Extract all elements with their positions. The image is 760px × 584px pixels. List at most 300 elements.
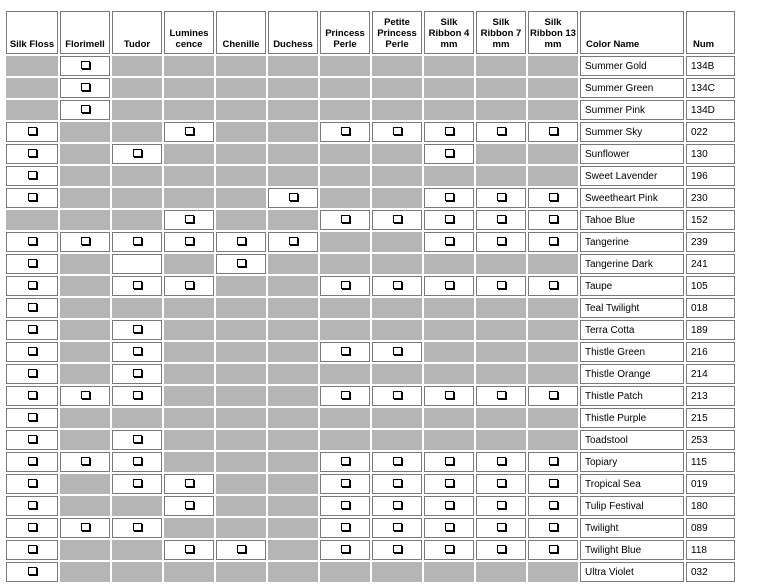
checkbox-icon[interactable] bbox=[445, 545, 454, 553]
color-name-cell: Sunflower bbox=[580, 144, 684, 164]
color-name-cell: Summer Pink bbox=[580, 100, 684, 120]
unavailable-cell bbox=[528, 144, 578, 164]
checkbox-icon[interactable] bbox=[185, 545, 194, 553]
unavailable-cell bbox=[112, 496, 162, 516]
available-cell bbox=[6, 144, 58, 164]
checkbox-icon[interactable] bbox=[185, 237, 194, 245]
table-row bbox=[6, 408, 735, 428]
unavailable-cell bbox=[268, 144, 318, 164]
available-cell bbox=[6, 166, 58, 186]
checkbox-icon[interactable] bbox=[133, 391, 142, 399]
unavailable-cell bbox=[424, 320, 474, 340]
checkbox-icon[interactable] bbox=[393, 545, 402, 553]
unavailable-cell bbox=[60, 540, 110, 560]
checkbox-icon[interactable] bbox=[445, 193, 454, 201]
color-num-cell: 018 bbox=[686, 298, 735, 318]
available-cell bbox=[372, 518, 422, 538]
checkbox-icon[interactable] bbox=[445, 281, 454, 289]
available-cell bbox=[164, 210, 214, 230]
available-cell bbox=[476, 122, 526, 142]
checkbox-icon[interactable] bbox=[28, 171, 37, 179]
checkbox-icon[interactable] bbox=[133, 435, 142, 443]
color-num-cell: 239 bbox=[686, 232, 735, 252]
available-cell bbox=[6, 452, 58, 472]
checkbox-icon[interactable] bbox=[497, 127, 506, 135]
available-cell bbox=[372, 122, 422, 142]
table-row bbox=[6, 210, 735, 230]
unavailable-cell bbox=[164, 56, 214, 76]
thread-availability-chart bbox=[4, 9, 737, 584]
checkbox-icon[interactable] bbox=[341, 545, 350, 553]
checkbox-icon[interactable] bbox=[237, 259, 246, 267]
checkbox-icon[interactable] bbox=[28, 523, 37, 531]
available-cell bbox=[216, 540, 266, 560]
checkbox-icon[interactable] bbox=[28, 501, 37, 509]
available-cell bbox=[476, 540, 526, 560]
unavailable-cell bbox=[216, 386, 266, 406]
unavailable-cell bbox=[6, 100, 58, 120]
unavailable-cell bbox=[268, 408, 318, 428]
checkbox-icon[interactable] bbox=[28, 545, 37, 553]
unavailable-cell bbox=[216, 518, 266, 538]
available-cell bbox=[216, 254, 266, 274]
checkbox-icon[interactable] bbox=[289, 237, 298, 245]
available-cell bbox=[528, 276, 578, 296]
available-cell bbox=[424, 540, 474, 560]
checkbox-icon[interactable] bbox=[133, 479, 142, 487]
unavailable-cell bbox=[424, 166, 474, 186]
unavailable-cell bbox=[112, 188, 162, 208]
unavailable-cell bbox=[268, 474, 318, 494]
color-num-cell: 216 bbox=[686, 342, 735, 362]
available-cell bbox=[320, 210, 370, 230]
checkbox-icon[interactable] bbox=[81, 457, 90, 465]
unavailable-cell bbox=[6, 56, 58, 76]
table-row bbox=[6, 56, 735, 76]
checkbox-icon[interactable] bbox=[133, 149, 142, 157]
checkbox-icon[interactable] bbox=[549, 281, 558, 289]
checkbox-icon[interactable] bbox=[237, 545, 246, 553]
color-num-cell: 130 bbox=[686, 144, 735, 164]
available-cell bbox=[60, 100, 110, 120]
available-cell bbox=[164, 540, 214, 560]
color-name-cell: Tangerine Dark bbox=[580, 254, 684, 274]
checkbox-icon[interactable] bbox=[28, 567, 37, 575]
unavailable-cell bbox=[268, 210, 318, 230]
table-row bbox=[6, 144, 735, 164]
checkbox-icon[interactable] bbox=[133, 347, 142, 355]
unavailable-cell bbox=[164, 188, 214, 208]
checkbox-icon[interactable] bbox=[393, 127, 402, 135]
checkbox-icon[interactable] bbox=[393, 391, 402, 399]
unavailable-cell bbox=[424, 430, 474, 450]
available-cell bbox=[112, 342, 162, 362]
unavailable-cell bbox=[320, 144, 370, 164]
available-cell bbox=[528, 188, 578, 208]
unavailable-cell bbox=[216, 210, 266, 230]
unavailable-cell bbox=[6, 210, 58, 230]
color-name-cell: Teal Twilight bbox=[580, 298, 684, 318]
color-num-cell: 230 bbox=[686, 188, 735, 208]
checkbox-icon[interactable] bbox=[185, 281, 194, 289]
checkbox-icon[interactable] bbox=[185, 501, 194, 509]
checkbox-icon[interactable] bbox=[28, 325, 37, 333]
color-name-cell: Thistle Patch bbox=[580, 386, 684, 406]
color-num-cell: 180 bbox=[686, 496, 735, 516]
unavailable-cell bbox=[372, 78, 422, 98]
available-cell bbox=[6, 364, 58, 384]
checkbox-icon[interactable] bbox=[133, 237, 142, 245]
color-name-cell: Terra Cotta bbox=[580, 320, 684, 340]
available-cell bbox=[112, 430, 162, 450]
color-num-cell: 134D bbox=[686, 100, 735, 120]
unavailable-cell bbox=[164, 364, 214, 384]
checkbox-icon[interactable] bbox=[497, 545, 506, 553]
checkbox-icon[interactable] bbox=[28, 457, 37, 465]
checkbox-icon[interactable] bbox=[549, 501, 558, 509]
col-header-color-name: Color Name bbox=[580, 11, 684, 54]
available-cell bbox=[476, 386, 526, 406]
checkbox-icon[interactable] bbox=[28, 127, 37, 135]
color-name-cell: Summer Gold bbox=[580, 56, 684, 76]
table-row bbox=[6, 452, 735, 472]
checkbox-icon[interactable] bbox=[445, 457, 454, 465]
unavailable-cell bbox=[60, 210, 110, 230]
available-cell bbox=[424, 452, 474, 472]
unavailable-cell bbox=[424, 100, 474, 120]
available-cell bbox=[424, 122, 474, 142]
checkbox-icon[interactable] bbox=[549, 545, 558, 553]
unavailable-cell bbox=[112, 562, 162, 582]
color-num-cell: 215 bbox=[686, 408, 735, 428]
available-cell bbox=[424, 144, 474, 164]
unavailable-cell bbox=[60, 166, 110, 186]
checkbox-icon[interactable] bbox=[81, 391, 90, 399]
checkbox-icon[interactable] bbox=[28, 413, 37, 421]
checkbox-icon[interactable] bbox=[289, 193, 298, 201]
table-row bbox=[6, 342, 735, 362]
checkbox-icon[interactable] bbox=[28, 303, 37, 311]
unavailable-cell bbox=[268, 254, 318, 274]
available-cell bbox=[6, 188, 58, 208]
checkbox-icon[interactable] bbox=[28, 237, 37, 245]
checkbox-icon[interactable] bbox=[445, 501, 454, 509]
available-cell bbox=[6, 540, 58, 560]
color-num-cell: 022 bbox=[686, 122, 735, 142]
unavailable-cell bbox=[164, 166, 214, 186]
unavailable-cell bbox=[372, 320, 422, 340]
color-name-cell: Tahoe Blue bbox=[580, 210, 684, 230]
unavailable-cell bbox=[424, 364, 474, 384]
table-row bbox=[6, 430, 735, 450]
checkbox-icon[interactable] bbox=[81, 237, 90, 245]
checkbox-icon[interactable] bbox=[133, 281, 142, 289]
checkbox-icon[interactable] bbox=[393, 215, 402, 223]
unavailable-cell bbox=[112, 408, 162, 428]
available-cell bbox=[112, 232, 162, 252]
checkbox-icon[interactable] bbox=[341, 457, 350, 465]
color-name-cell: Tropical Sea bbox=[580, 474, 684, 494]
color-name-cell: Thistle Purple bbox=[580, 408, 684, 428]
table-row bbox=[6, 254, 735, 274]
unavailable-cell bbox=[268, 298, 318, 318]
available-cell bbox=[424, 386, 474, 406]
available-cell bbox=[372, 386, 422, 406]
unavailable-cell bbox=[60, 188, 110, 208]
available-cell bbox=[60, 452, 110, 472]
unavailable-cell bbox=[216, 276, 266, 296]
color-name-cell: Toadstool bbox=[580, 430, 684, 450]
checkbox-icon[interactable] bbox=[497, 479, 506, 487]
unavailable-cell bbox=[112, 210, 162, 230]
checkbox-icon[interactable] bbox=[341, 479, 350, 487]
unavailable-cell bbox=[60, 254, 110, 274]
checkbox-icon[interactable] bbox=[81, 61, 90, 69]
available-cell bbox=[320, 496, 370, 516]
unavailable-cell bbox=[528, 100, 578, 120]
checkbox-icon[interactable] bbox=[393, 523, 402, 531]
checkbox-icon[interactable] bbox=[497, 215, 506, 223]
unavailable-cell bbox=[216, 100, 266, 120]
available-cell bbox=[424, 496, 474, 516]
checkbox-icon[interactable] bbox=[497, 281, 506, 289]
unavailable-cell bbox=[268, 276, 318, 296]
unavailable-cell bbox=[60, 408, 110, 428]
checkbox-icon[interactable] bbox=[28, 259, 37, 267]
checkbox-icon[interactable] bbox=[28, 149, 37, 157]
unavailable-cell bbox=[216, 496, 266, 516]
checkbox-icon[interactable] bbox=[393, 479, 402, 487]
color-name-cell: Topiary bbox=[580, 452, 684, 472]
col-header-tudor: Tudor bbox=[112, 11, 162, 54]
col-header-num: Num bbox=[686, 11, 735, 54]
checkbox-icon[interactable] bbox=[549, 215, 558, 223]
checkbox-icon[interactable] bbox=[393, 281, 402, 289]
unavailable-cell bbox=[476, 364, 526, 384]
checkbox-icon[interactable] bbox=[549, 457, 558, 465]
available-cell bbox=[6, 386, 58, 406]
checkbox-icon[interactable] bbox=[341, 501, 350, 509]
checkbox-icon[interactable] bbox=[133, 325, 142, 333]
checkbox-icon[interactable] bbox=[185, 479, 194, 487]
checkbox-icon[interactable] bbox=[549, 127, 558, 135]
checkbox-icon[interactable] bbox=[497, 523, 506, 531]
unavailable-cell bbox=[476, 100, 526, 120]
available-cell bbox=[164, 276, 214, 296]
checkbox-icon[interactable] bbox=[341, 523, 350, 531]
checkbox-icon[interactable] bbox=[28, 391, 37, 399]
checkbox-icon[interactable] bbox=[445, 479, 454, 487]
available-cell bbox=[372, 496, 422, 516]
checkbox-icon[interactable] bbox=[341, 215, 350, 223]
unavailable-cell bbox=[164, 430, 214, 450]
unavailable-cell bbox=[216, 298, 266, 318]
checkbox-icon[interactable] bbox=[393, 501, 402, 509]
table-body bbox=[6, 56, 735, 582]
available-cell bbox=[60, 56, 110, 76]
unavailable-cell bbox=[268, 100, 318, 120]
checkbox-icon[interactable] bbox=[341, 347, 350, 355]
available-cell bbox=[424, 474, 474, 494]
checkbox-icon[interactable] bbox=[445, 391, 454, 399]
table-row bbox=[6, 386, 735, 406]
available-cell bbox=[6, 276, 58, 296]
table-row bbox=[6, 496, 735, 516]
checkbox-icon[interactable] bbox=[445, 237, 454, 245]
unavailable-cell bbox=[476, 78, 526, 98]
available-cell bbox=[424, 276, 474, 296]
unavailable-cell bbox=[164, 144, 214, 164]
table-row bbox=[6, 122, 735, 142]
color-name-cell: Ultra Violet bbox=[580, 562, 684, 582]
unavailable-cell bbox=[476, 562, 526, 582]
available-cell bbox=[6, 298, 58, 318]
checkbox-icon[interactable] bbox=[28, 435, 37, 443]
checkbox-icon[interactable] bbox=[81, 105, 90, 113]
checkbox-icon[interactable] bbox=[28, 281, 37, 289]
unavailable-cell bbox=[476, 342, 526, 362]
unavailable-cell bbox=[268, 518, 318, 538]
available-cell bbox=[424, 518, 474, 538]
table-row bbox=[6, 540, 735, 560]
available-cell bbox=[320, 452, 370, 472]
unavailable-cell bbox=[528, 430, 578, 450]
checkbox-icon[interactable] bbox=[133, 523, 142, 531]
available-cell bbox=[528, 518, 578, 538]
unavailable-cell bbox=[216, 78, 266, 98]
unavailable-cell bbox=[60, 276, 110, 296]
available-cell bbox=[112, 386, 162, 406]
color-name-cell: Sweetheart Pink bbox=[580, 188, 684, 208]
unavailable-cell bbox=[216, 562, 266, 582]
unavailable-cell bbox=[320, 188, 370, 208]
unavailable-cell bbox=[424, 342, 474, 362]
header-row bbox=[6, 11, 735, 54]
checkbox-icon[interactable] bbox=[237, 237, 246, 245]
color-name-cell: Tangerine bbox=[580, 232, 684, 252]
checkbox-icon[interactable] bbox=[497, 193, 506, 201]
checkbox-icon[interactable] bbox=[549, 193, 558, 201]
unavailable-cell bbox=[372, 408, 422, 428]
empty-cell bbox=[112, 254, 162, 274]
unavailable-cell bbox=[60, 474, 110, 494]
unavailable-cell bbox=[268, 342, 318, 362]
checkbox-icon[interactable] bbox=[393, 347, 402, 355]
checkbox-icon[interactable] bbox=[341, 281, 350, 289]
unavailable-cell bbox=[320, 408, 370, 428]
available-cell bbox=[164, 232, 214, 252]
unavailable-cell bbox=[372, 188, 422, 208]
available-cell bbox=[320, 518, 370, 538]
unavailable-cell bbox=[372, 144, 422, 164]
checkbox-icon[interactable] bbox=[445, 127, 454, 135]
color-name-cell: Summer Green bbox=[580, 78, 684, 98]
checkbox-icon[interactable] bbox=[549, 237, 558, 245]
unavailable-cell bbox=[268, 562, 318, 582]
table-row bbox=[6, 188, 735, 208]
unavailable-cell bbox=[372, 56, 422, 76]
color-num-cell: 019 bbox=[686, 474, 735, 494]
checkbox-icon[interactable] bbox=[341, 127, 350, 135]
unavailable-cell bbox=[268, 540, 318, 560]
available-cell bbox=[112, 144, 162, 164]
checkbox-icon[interactable] bbox=[341, 391, 350, 399]
unavailable-cell bbox=[164, 386, 214, 406]
unavailable-cell bbox=[164, 562, 214, 582]
available-cell bbox=[476, 276, 526, 296]
checkbox-icon[interactable] bbox=[497, 501, 506, 509]
col-header-florimell: Florimell bbox=[60, 11, 110, 54]
unavailable-cell bbox=[112, 100, 162, 120]
checkbox-icon[interactable] bbox=[133, 369, 142, 377]
available-cell bbox=[112, 452, 162, 472]
available-cell bbox=[372, 452, 422, 472]
checkbox-icon[interactable] bbox=[28, 347, 37, 355]
checkbox-icon[interactable] bbox=[185, 215, 194, 223]
checkbox-icon[interactable] bbox=[497, 457, 506, 465]
unavailable-cell bbox=[60, 496, 110, 516]
unavailable-cell bbox=[268, 452, 318, 472]
unavailable-cell bbox=[216, 364, 266, 384]
checkbox-icon[interactable] bbox=[445, 215, 454, 223]
color-num-cell: 105 bbox=[686, 276, 735, 296]
checkbox-icon[interactable] bbox=[497, 391, 506, 399]
available-cell bbox=[320, 474, 370, 494]
color-name-cell: Tulip Festival bbox=[580, 496, 684, 516]
unavailable-cell bbox=[268, 56, 318, 76]
checkbox-icon[interactable] bbox=[393, 457, 402, 465]
checkbox-icon[interactable] bbox=[549, 391, 558, 399]
col-header-chenille: Chenille bbox=[216, 11, 266, 54]
table-row bbox=[6, 320, 735, 340]
color-num-cell: 196 bbox=[686, 166, 735, 186]
unavailable-cell bbox=[528, 78, 578, 98]
checkbox-icon[interactable] bbox=[81, 523, 90, 531]
unavailable-cell bbox=[216, 452, 266, 472]
available-cell bbox=[268, 232, 318, 252]
color-num-cell: 134B bbox=[686, 56, 735, 76]
checkbox-icon[interactable] bbox=[549, 479, 558, 487]
checkbox-icon[interactable] bbox=[497, 237, 506, 245]
available-cell bbox=[6, 408, 58, 428]
available-cell bbox=[268, 188, 318, 208]
unavailable-cell bbox=[372, 166, 422, 186]
color-name-cell: Twilight Blue bbox=[580, 540, 684, 560]
available-cell bbox=[112, 518, 162, 538]
checkbox-icon[interactable] bbox=[28, 479, 37, 487]
checkbox-icon[interactable] bbox=[185, 127, 194, 135]
unavailable-cell bbox=[60, 430, 110, 450]
unavailable-cell bbox=[268, 166, 318, 186]
available-cell bbox=[60, 78, 110, 98]
available-cell bbox=[320, 342, 370, 362]
available-cell bbox=[476, 518, 526, 538]
unavailable-cell bbox=[372, 100, 422, 120]
unavailable-cell bbox=[320, 100, 370, 120]
checkbox-icon[interactable] bbox=[445, 523, 454, 531]
checkbox-icon[interactable] bbox=[28, 369, 37, 377]
table-row bbox=[6, 562, 735, 582]
col-header-duchess: Duchess bbox=[268, 11, 318, 54]
unavailable-cell bbox=[268, 364, 318, 384]
checkbox-icon[interactable] bbox=[81, 83, 90, 91]
checkbox-icon[interactable] bbox=[28, 193, 37, 201]
available-cell bbox=[424, 188, 474, 208]
checkbox-icon[interactable] bbox=[133, 457, 142, 465]
checkbox-icon[interactable] bbox=[549, 523, 558, 531]
checkbox-icon[interactable] bbox=[445, 149, 454, 157]
table-row bbox=[6, 78, 735, 98]
